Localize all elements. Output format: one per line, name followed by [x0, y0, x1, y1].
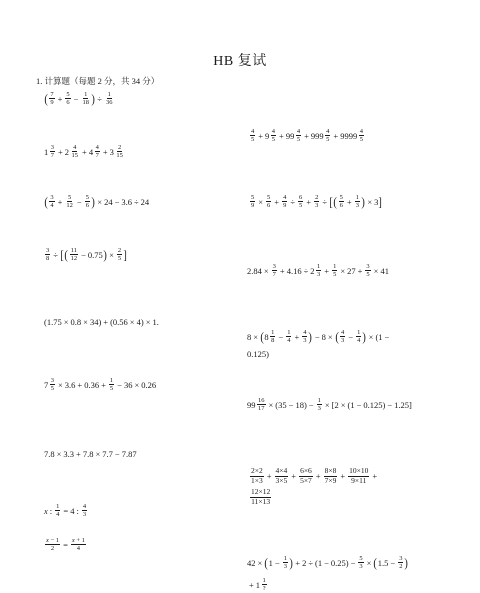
problem-13-continued: $\frac{12\times 12}{11\times 13}$ [251, 487, 271, 506]
problem-8: (1.75 × 0.8 × 34) + (0.56 × 4 ) × 1. [44, 317, 159, 327]
problem-15: $\frac{x - 1}{2}$ = $\frac{x + 1}{4}$ [46, 537, 85, 553]
problem-3: 1 $\frac{3}{7}$ + 2 $\frac{4}{15}$ + 4 $\frac{4}{7}$ + 3 $\frac{2}{15}$ [44, 144, 123, 160]
problem-7: 2.84 × $\frac{3}{7}$ + 4.16 ÷ 2 $\frac{1}{3}$ + $\frac{1}{5}$ × 27 + $\frac{3}{5}$ × 41 [247, 263, 389, 279]
problem-4: ( $\frac{3}{4}$ + $\frac{5}{12}$ − $\frac{5}{6}$ ) × 24 − 3.6 ÷ 24 [44, 194, 150, 210]
problem-2: $\frac{4}{5}$ + 9 $\frac{4}{5}$ + 99 $\frac{4}{5}$ + 999 $\frac{4}{5}$ + 9999 $\frac{4}{5}$ [251, 128, 363, 144]
page-title: HB 复试 [213, 54, 267, 69]
problem-11: 99 $\frac{16}{17}$ × (35 − 18) − $\frac{1}{3}$ × [2 × (1 − 0.125) − 1.25] [247, 397, 412, 413]
problem-9-continued: 0.125) [247, 349, 269, 359]
problem-12: 7.8 × 3.3 + 7.8 × 7.7 − 7.87 [44, 449, 137, 459]
problem-6: $\frac{3}{8}$ ÷ [ ( $\frac{11}{12}$ − 0.75 ) × $\frac{2}{5}$ ] [46, 247, 128, 263]
problem-16: 42 × ( 1 − $\frac{1}{3}$ ) + 2 ÷ (1 − 0.25) − $\frac{5}{3}$ × ( 1.5 − $\frac{3}{2}$ ) [247, 555, 409, 571]
problem-10: 7 $\frac{3}{5}$ × 3.6 + 0.36 + $\frac{1}{5}$ − 36 × 0.26 [44, 377, 157, 393]
problem-13: $\frac{2\times 2}{1\times 3}$ + $\frac{4\times 4}{3\times 5}$ + $\frac{6\times 6}{5\times 7}$ + $\frac{8\times 8}{7\times 9}$ + $\frac{10\times 10}{9\times 11}$ + [251, 466, 378, 485]
problem-1: ( $\frac{7}{9}$ + $\frac{5}{6}$ − $\frac{1}{18}$ ) ÷ $\frac{1}{36}$ [44, 91, 113, 107]
problem-5: $\frac{5}{9}$ × $\frac{5}{6}$ + $\frac{4}{9}$ ÷ $\frac{6}{5}$ + $\frac{2}{3}$ ÷ [ ( $\frac{5}{6}$ + $\frac{1}{3}$ ) × 3 ] [251, 194, 383, 210]
problem-16-continued: + 1 $\frac{1}{?}$ [249, 577, 266, 593]
section-heading: 1. 计算题（每题 2 分，共 34 分） [36, 76, 160, 86]
problem-14: x : $\frac{1}{4}$ = 4 : $\frac{4}{3}$ [44, 503, 87, 519]
problem-9: 8 × ( 8 $\frac{1}{8}$ − $\frac{1}{4}$ + $\frac{4}{3}$ ) − 8 × ( $\frac{4}{3}$ − $\frac{1}{4}$ ) × (1 − [247, 329, 390, 345]
